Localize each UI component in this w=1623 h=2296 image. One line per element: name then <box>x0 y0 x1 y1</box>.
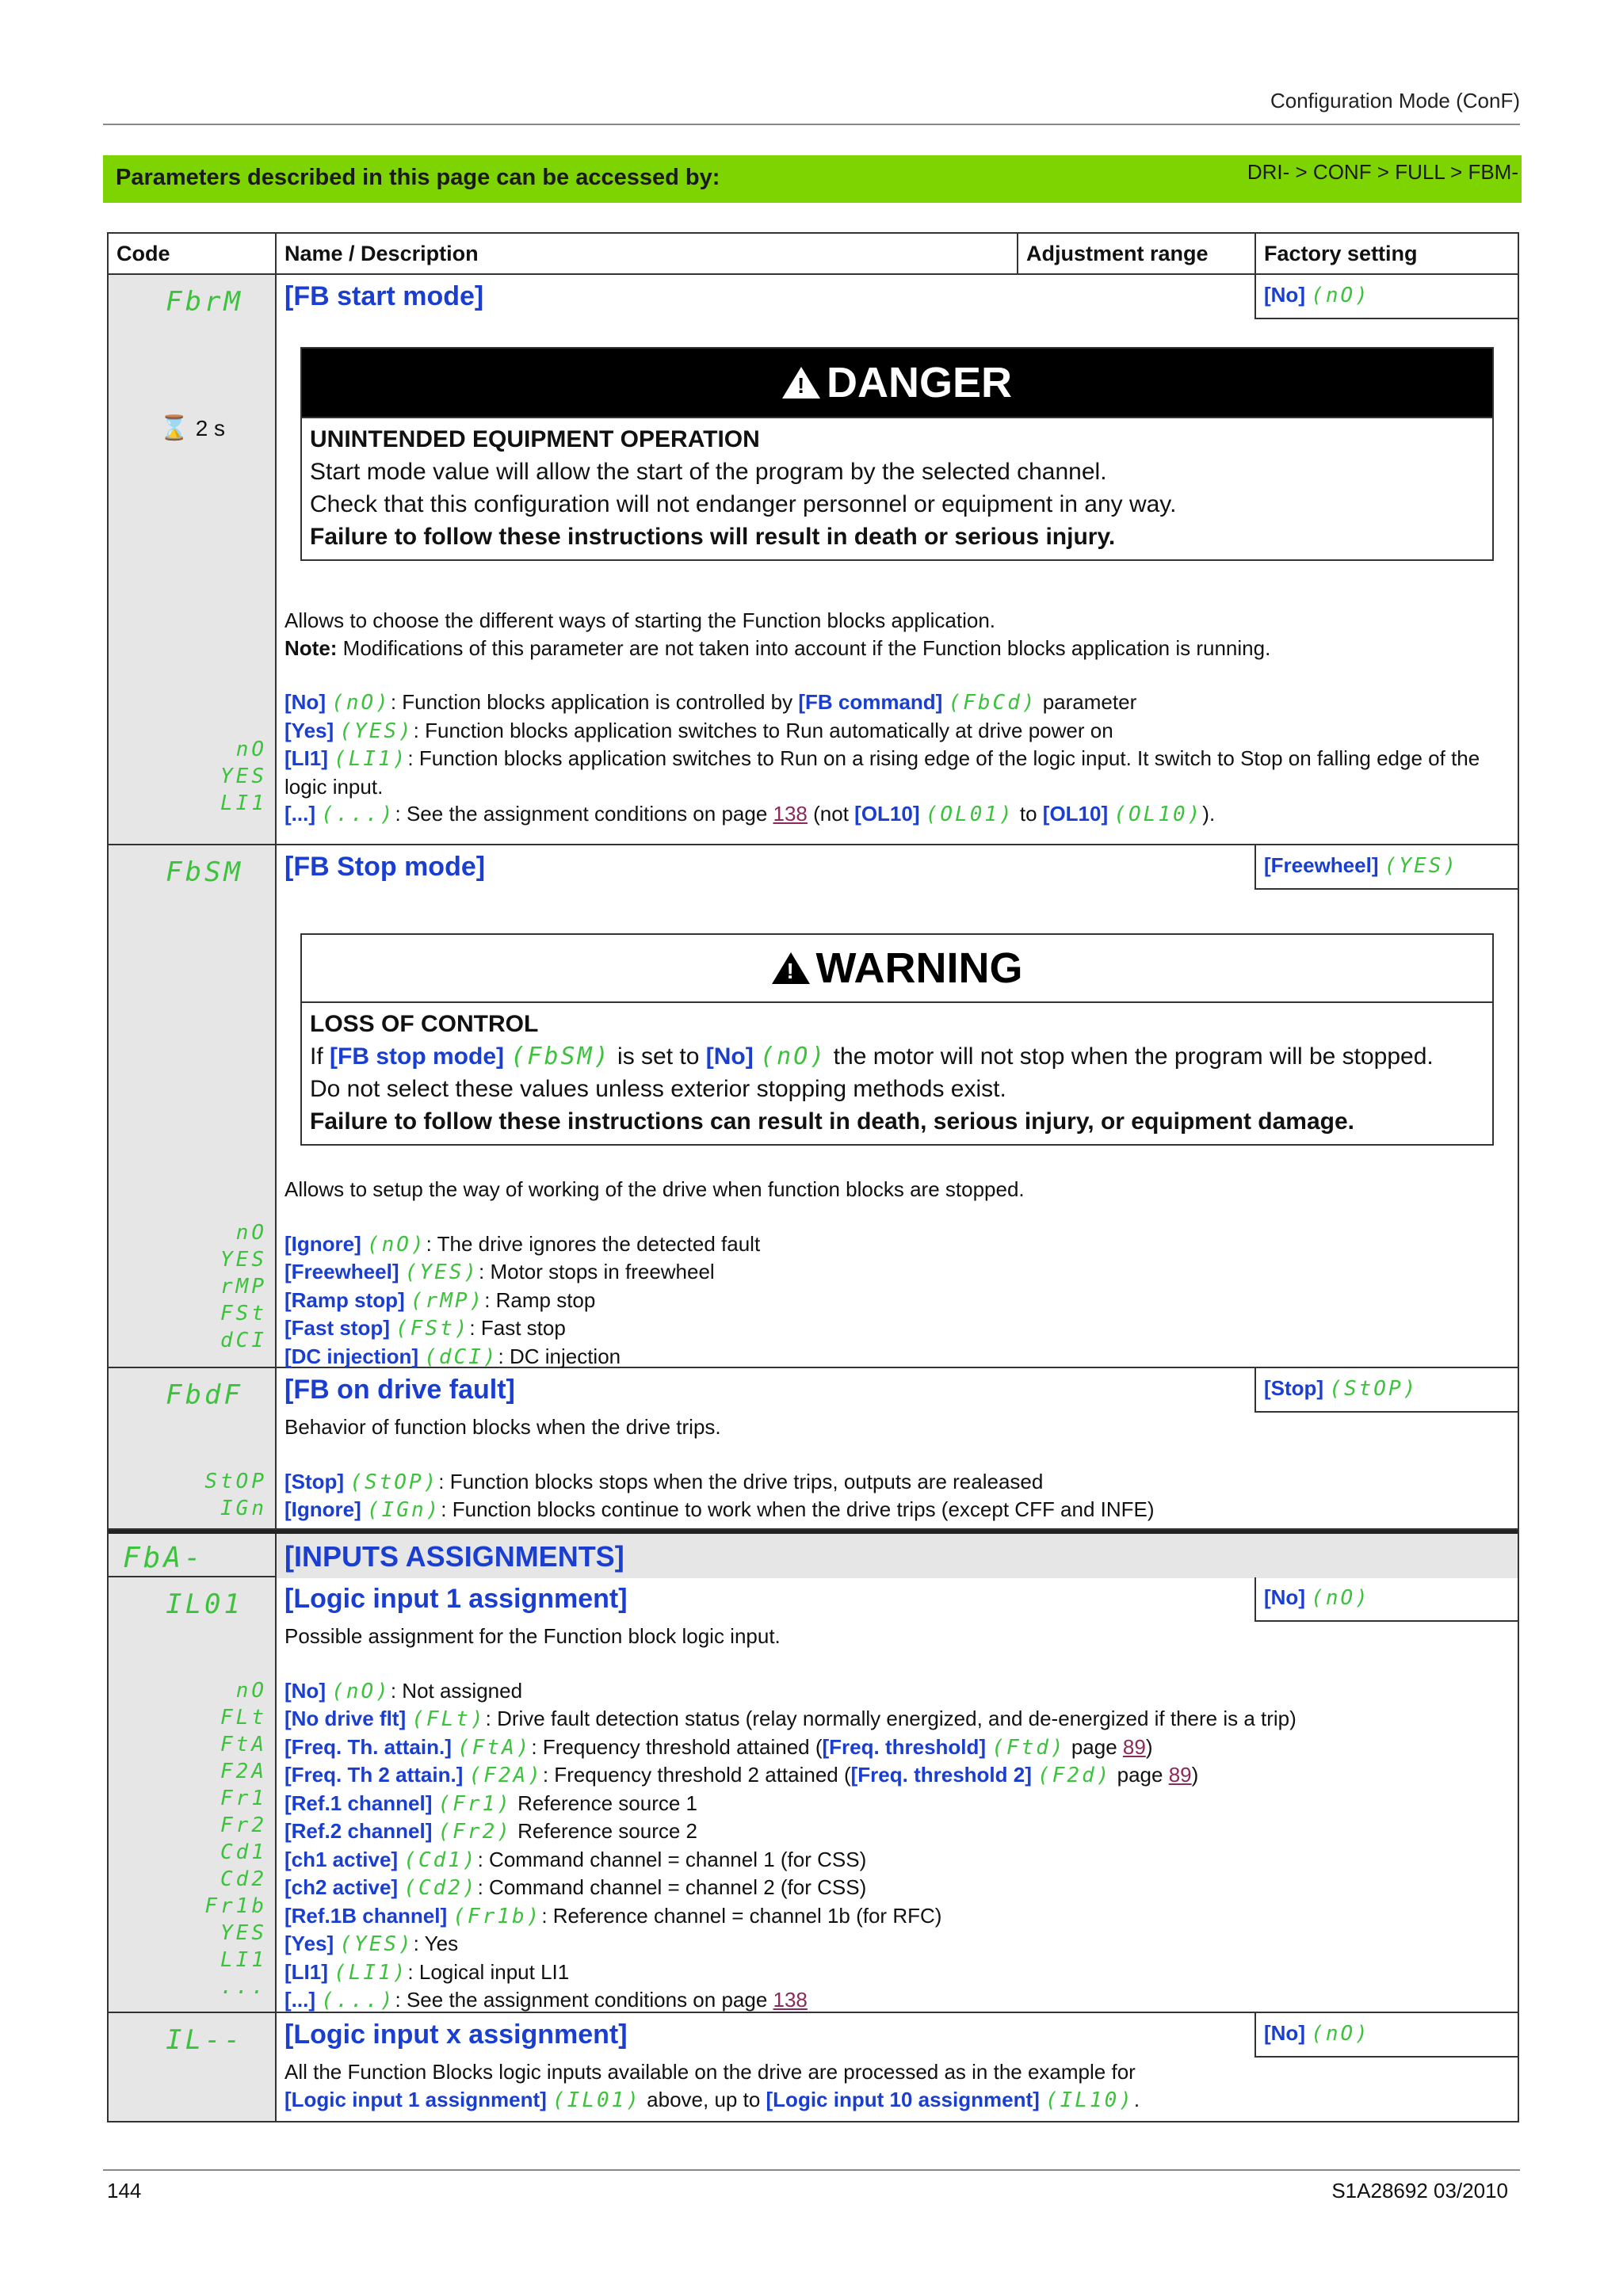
option-line: [...] (...): See the assignment conditions on page 138 <box>285 1988 808 2012</box>
param-title: [Logic input x assignment] <box>285 2019 628 2050</box>
access-label: Parameters described in this page can be accessed by: <box>116 165 720 190</box>
param-code: IL01 <box>166 1589 243 1620</box>
param-row-ilx <box>109 2013 1518 2121</box>
page-link[interactable]: 89 <box>1122 1734 1146 1759</box>
description: Possible assignment for the Function block logic input. <box>285 1624 781 1648</box>
description: Allows to setup the way of working of the drive when function blocks are stopped. <box>285 1177 1025 1201</box>
param-code: FbdF <box>166 1379 243 1411</box>
factory-setting: [No] (nO) <box>1254 2013 1519 2058</box>
doc-reference: S1A28692 03/2010 <box>1331 2179 1508 2203</box>
code-cell <box>109 275 277 844</box>
param-row-il01 <box>109 1577 1518 2013</box>
page-link[interactable]: 89 <box>1168 1763 1192 1787</box>
hold-time: 2 s <box>195 416 226 441</box>
param-code: FbSM <box>166 856 243 888</box>
option-line: [ch1 active] (Cd1): Command channel = channel 1 (for CSS) <box>285 1847 867 1872</box>
option-line: [Yes] (YES): Yes <box>285 1932 459 1956</box>
warning-body: LOSS OF CONTROL If [FB stop mode] (FbSM) is set to [No] (nO) the motor will not stop when the program will be stopped. Do not select these values unless exterior stopping methods exist. Failure to follow these instructions can result in death, serious injury, or equipment damage. <box>310 1011 1434 1135</box>
opt-code: FSt <box>220 1302 267 1325</box>
option-line: [No] (nO): Function blocks application is controlled by [FB command] (FbCd) parameter <box>285 690 1137 715</box>
danger-line: Failure to follow these instructions will result in death or serious injury. <box>310 524 1116 550</box>
col-code: Code <box>109 234 277 273</box>
option-line: [No] (nO): Not assigned <box>285 1678 523 1703</box>
danger-title: DANGER <box>826 359 1012 406</box>
access-path: DRI- > CONF > FULL > FBM- <box>1247 160 1518 184</box>
param-code: FbrM <box>166 286 243 318</box>
option-line: [Ignore] (IGn): Function blocks continue to work when the drive trips (except CFF and INFE) <box>285 1497 1155 1522</box>
option-line: [LI1] (LI1): Function blocks application switches to Run on a rising edge of the logic input. It switch to Stop on falling edge of the logic input. <box>285 746 1480 799</box>
param-title: [FB Stop mode] <box>285 852 486 882</box>
option-line: [Ramp stop] (rMP): Ramp stop <box>285 1287 596 1313</box>
opt-code: YES <box>220 1248 267 1272</box>
table-header <box>109 234 1518 275</box>
warning-box <box>300 933 1494 1146</box>
danger-body <box>302 417 1492 559</box>
opt-code: Cd1 <box>220 1840 267 1864</box>
option-line: [Ignore] (nO): The drive ignores the detected fault <box>285 1231 761 1257</box>
code-cell <box>109 1577 277 2012</box>
option-line: [No drive flt] (FLt): Drive fault detection status (relay normally energized, and de-energized if there is a trip) <box>285 1707 1296 1731</box>
factory-label: [No] <box>1264 283 1305 307</box>
danger-box <box>300 347 1494 561</box>
body-cell <box>277 1368 1518 1529</box>
param-row-fbrm <box>109 275 1518 845</box>
opt-code: LI1 <box>220 791 267 815</box>
param-title: [FB start mode] <box>285 281 484 311</box>
footer-divider <box>103 2169 1520 2171</box>
note-label: Note: <box>285 635 338 660</box>
factory-setting: [Stop] (StOP) <box>1254 1368 1519 1413</box>
opt-code: YES <box>220 1921 267 1945</box>
body-cell <box>277 2013 1518 2119</box>
option-line: [Fast stop] (FSt): Fast stop <box>285 1316 566 1341</box>
opt-code: Fr1b <box>204 1894 267 1918</box>
factory-setting <box>1254 275 1519 319</box>
header-divider <box>103 124 1520 125</box>
opt-code: nO <box>235 1221 267 1245</box>
factory-setting: [Freewheel] (YES) <box>1254 845 1519 890</box>
danger-line: UNINTENDED EQUIPMENT OPERATION <box>310 426 760 452</box>
option-line: [ch2 active] (Cd2): Command channel = channel 2 (for CSS) <box>285 1875 867 1900</box>
code-cell <box>109 1368 277 1528</box>
opt-code: rMP <box>220 1275 267 1299</box>
note-text: Modifications of this parameter are not taken into account if the Function blocks application is running. <box>337 635 1271 660</box>
option-line: [Freewheel] (YES): Motor stops in freewheel <box>285 1260 715 1284</box>
option-line: [Freq. Th 2 attain.] (F2A): Frequency threshold 2 attained ([Freq. threshold 2] (F2d) page 89) <box>285 1763 1199 1787</box>
warning-header <box>302 935 1492 1003</box>
opt-code: Fr2 <box>220 1814 267 1837</box>
option-line: [Ref.2 channel] (Fr2) Reference source 2 <box>285 1819 698 1844</box>
page-link[interactable]: 138 <box>773 802 808 826</box>
body-cell <box>277 275 1518 833</box>
opt-code: YES <box>220 765 267 788</box>
body-cell <box>277 1534 1518 1578</box>
description: [Logic input 1 assignment] (IL01) above, up to [Logic input 10 assignment] (IL10). <box>285 2087 1140 2112</box>
opt-code: nO <box>235 738 267 761</box>
opt-code: FLt <box>220 1706 267 1730</box>
opt-code: LI1 <box>220 1948 267 1972</box>
description: Allows to choose the different ways of starting the Function blocks application. <box>285 608 996 632</box>
col-name: Name / Description <box>277 234 1018 273</box>
description: Behavior of function blocks when the drive trips. <box>285 1415 721 1439</box>
option-line: [Ref.1 channel] (Fr1) Reference source 1 <box>285 1791 698 1816</box>
section-code: FbA- <box>123 1542 204 1574</box>
parameter-table <box>107 232 1519 2122</box>
opt-code: FtA <box>220 1733 267 1756</box>
option-line: [Yes] (YES): Function blocks application switches to Run automatically at drive power on <box>285 718 1113 743</box>
section-title: [INPUTS ASSIGNMENTS] <box>285 1540 624 1573</box>
col-factory: Factory setting <box>1264 242 1418 265</box>
page-link[interactable]: 138 <box>773 1988 808 2012</box>
option-line: [LI1] (LI1): Logical input LI1 <box>285 1959 570 1985</box>
option-line: [...] (...): See the assignment conditions on page 138 (not [OL10] (OL01) to [OL10] (OL10)). <box>285 802 1216 826</box>
param-row-fbdf <box>109 1368 1518 1530</box>
description: All the Function Blocks logic inputs available on the drive are processed as in the example for <box>285 2060 1136 2084</box>
param-row-fbsm <box>109 845 1518 1368</box>
opt-code: Cd2 <box>220 1867 267 1891</box>
access-bar <box>103 155 1522 203</box>
danger-line: Start mode value will allow the start of the program by the selected channel. <box>310 459 1107 485</box>
opt-code: F2A <box>220 1760 267 1783</box>
hourglass-icon: ⌛ 2 s <box>159 415 226 441</box>
warning-triangle-icon <box>782 367 820 399</box>
opt-code: StOP <box>204 1470 267 1493</box>
opt-code: ... <box>220 1975 267 1999</box>
code-cell <box>109 845 277 1367</box>
opt-code: IGn <box>220 1497 267 1520</box>
warning-title: WARNING <box>815 944 1023 992</box>
opt-code: Fr1 <box>220 1787 267 1810</box>
param-title: [Logic input 1 assignment] <box>285 1584 628 1614</box>
danger-header <box>302 349 1492 417</box>
param-code: IL-- <box>166 2024 243 2056</box>
factory-code: (nO) <box>1311 284 1370 307</box>
warning-triangle-icon <box>772 952 810 984</box>
option-line: [Ref.1B channel] (Fr1b): Reference channel = channel 1b (for RFC) <box>285 1903 942 1928</box>
opt-code: dCI <box>220 1329 267 1352</box>
danger-line: Check that this configuration will not endanger personnel or equipment in any way. <box>310 491 1177 517</box>
section-row-inputs <box>109 1530 1518 1577</box>
option-line: [DC injection] (dCI): DC injection <box>285 1344 621 1369</box>
param-title: [FB on drive fault] <box>285 1375 515 1405</box>
page-number: 144 <box>107 2179 142 2203</box>
option-line: [Freq. Th. attain.] (FtA): Frequency threshold attained ([Freq. threshold] (Ftd) page 89) <box>285 1734 1153 1760</box>
option-line: [Stop] (StOP): Function blocks stops when the drive trips, outputs are realeased <box>285 1469 1044 1494</box>
factory-setting: [No] (nO) <box>1254 1577 1519 1622</box>
col-range: Adjustment range <box>1018 234 1256 273</box>
body-cell <box>277 1577 1518 2019</box>
code-cell <box>109 2013 277 2121</box>
page-header-title: Configuration Mode (ConF) <box>1270 89 1520 113</box>
body-cell <box>277 845 1518 1375</box>
code-cell <box>109 1534 277 1576</box>
opt-code: nO <box>235 1679 267 1703</box>
note <box>285 635 1510 662</box>
